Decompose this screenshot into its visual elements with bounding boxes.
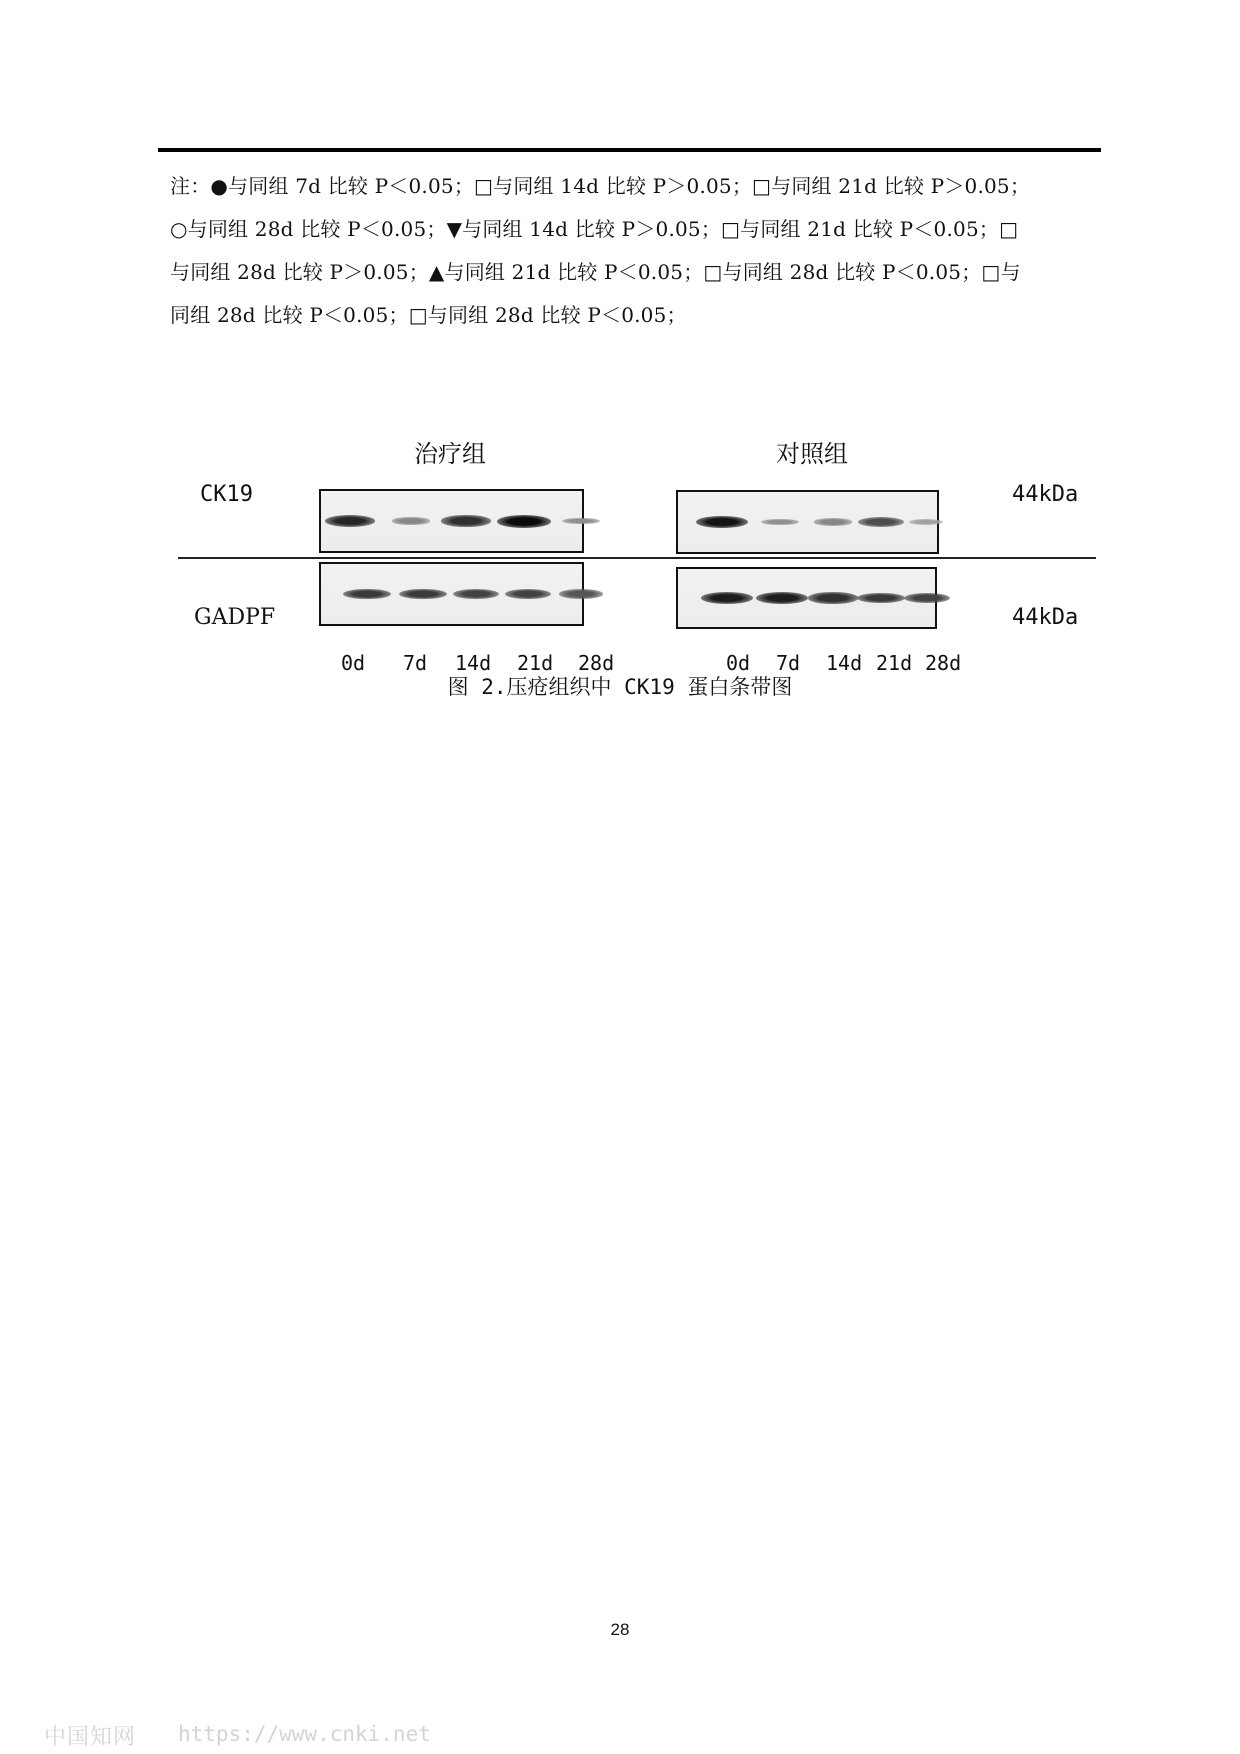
page-number: 28 [610, 1620, 630, 1639]
lane-label-treatment-0d: 0d [341, 651, 366, 675]
group-title-treatment: 治疗组 [414, 440, 486, 468]
figure-divider [178, 557, 1096, 559]
band-ck19-control-2 [814, 518, 852, 525]
band-gadpf-treatment-1 [399, 589, 447, 600]
lane-label-treatment-28d: 28d [578, 651, 615, 675]
band-ck19-treatment-0 [325, 515, 375, 527]
band-gadpf-control-0 [701, 592, 753, 604]
lane-label-treatment-14d: 14d [455, 651, 492, 675]
figure-caption: 图 2.压疮组织中 CK19 蛋白条带图 [447, 675, 793, 699]
note-line-4: 同组 28d 比较 P＜0.05；□与同组 28d 比较 P＜0.05； [170, 303, 687, 327]
size-label-ck19: 44kDa [1012, 482, 1079, 507]
watermark-url: https://www.cnki.net [178, 1722, 431, 1746]
band-gadpf-treatment-4 [559, 589, 603, 598]
band-gadpf-control-1 [756, 592, 808, 604]
protein-label-ck19: CK19 [200, 482, 253, 507]
lane-label-control-0d: 0d [726, 651, 751, 675]
protein-label-gadpf: GADPF [194, 605, 276, 630]
lane-label-control-21d: 21d [876, 651, 913, 675]
lane-label-control-14d: 14d [826, 651, 863, 675]
blot-gadpf-control [676, 567, 937, 629]
band-ck19-treatment-3 [497, 515, 551, 528]
note-line-2: ○与同组 28d 比较 P＜0.05；▼与同组 14d 比较 P＞0.05；□与同组 21d 比较 P＜0.05；□ [170, 217, 1019, 241]
lane-label-control-7d: 7d [776, 651, 801, 675]
top-rule [158, 148, 1101, 152]
blot-ck19-control [676, 490, 939, 554]
watermark-site: 中国知网 [44, 1725, 137, 1750]
band-gadpf-control-2 [808, 592, 857, 603]
band-ck19-control-0 [696, 516, 749, 529]
note-line-3: 与同组 28d 比较 P＞0.05；▲与同组 21d 比较 P＜0.05；□与同组 28d 比较 P＜0.05；□与 [170, 260, 1021, 284]
band-gadpf-control-4 [904, 593, 951, 603]
band-ck19-control-4 [909, 519, 944, 525]
band-ck19-treatment-4 [562, 518, 599, 525]
lane-label-control-28d: 28d [925, 651, 962, 675]
size-label-gadpf: 44kDa [1012, 605, 1079, 630]
band-gadpf-treatment-3 [505, 589, 552, 599]
group-title-control: 对照组 [776, 440, 848, 468]
band-ck19-treatment-2 [441, 515, 490, 526]
band-gadpf-treatment-0 [343, 589, 391, 600]
band-gadpf-control-3 [857, 593, 905, 604]
blot-gadpf-treatment [319, 562, 584, 626]
lane-label-treatment-7d: 7d [403, 651, 428, 675]
band-gadpf-treatment-2 [453, 589, 500, 599]
blot-ck19-treatment [319, 489, 584, 553]
band-ck19-control-1 [761, 519, 798, 526]
band-ck19-control-3 [858, 517, 904, 527]
note-line-1: 注：●与同组 7d 比较 P＜0.05；□与同组 14d 比较 P＞0.05；□与同组 21d 比较 P＞0.05； [170, 174, 1031, 198]
band-ck19-treatment-1 [392, 517, 430, 524]
lane-label-treatment-21d: 21d [517, 651, 554, 675]
